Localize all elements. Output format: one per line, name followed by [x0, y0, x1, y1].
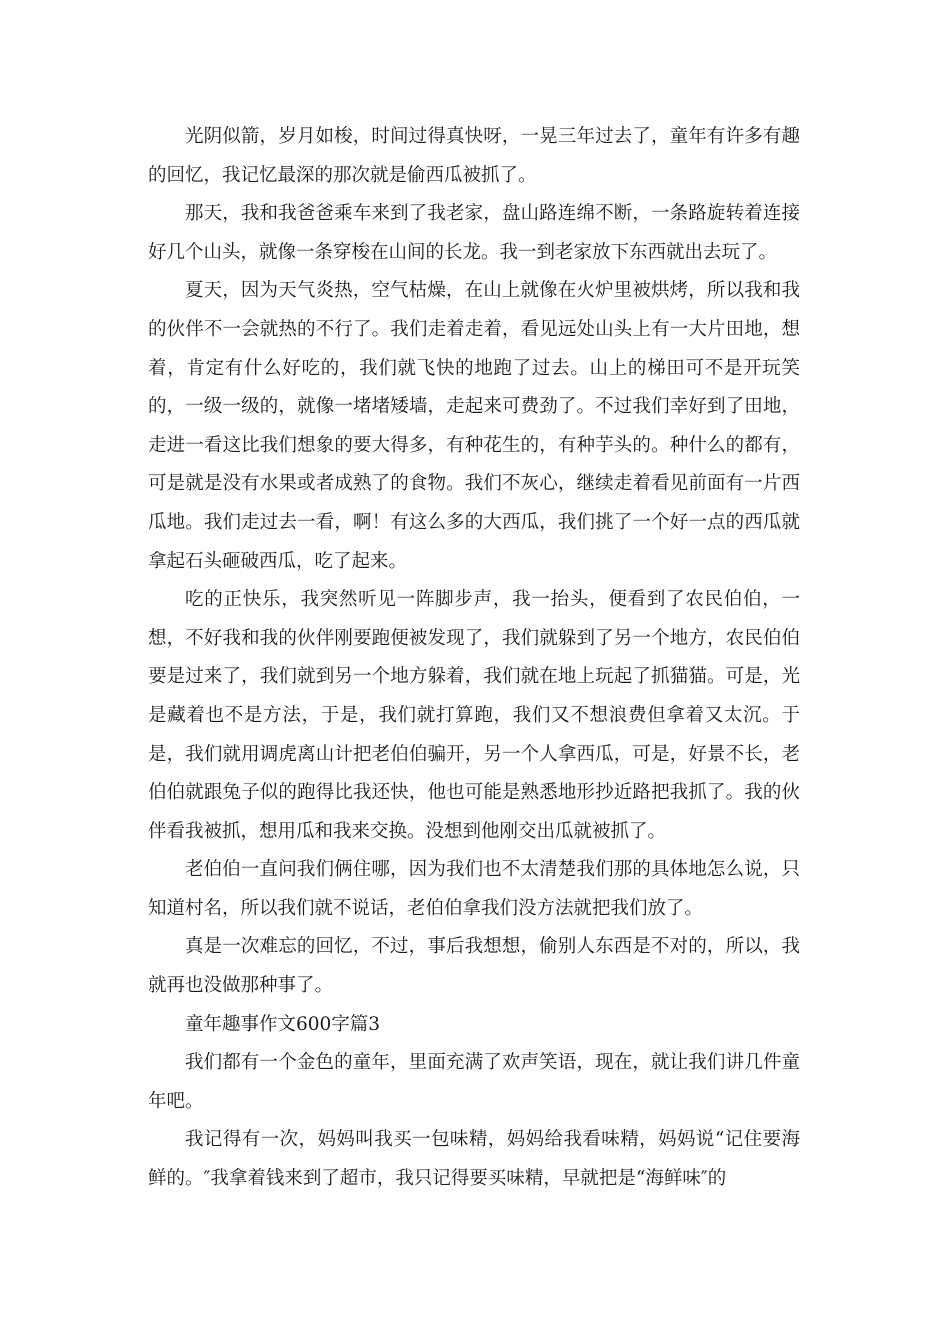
paragraph-4: 吃的正快乐，我突然听见一阵脚步声，我一抬头，便看到了农民伯伯，一想，不好我和我的伙伴刚要跑便被发现了，我们就躲到了另一个地方，农民伯伯要是过来了，我们就到另一个地方躲着，我们就在地上玩起了抓猫猫。可是，光是藏着也不是方法，于是，我们就打算跑，我们又不想浪费但拿着又太沉。于是，我们就用调虎离山计把老伯伯骗开，另一个人拿西瓜，可是，好景不长，老伯伯就跟兔子似的跑得比我还快，他也可能是熟悉地形抄近路把我抓了。我的伙伴看我被抓，想用瓜和我来交换。没想到他刚交出瓜就被抓了。: [148, 589, 800, 842]
paragraph-3: 夏天，因为天气炎热，空气枯燥，在山上就像在火炉里被烘烤，所以我和我的伙伴不一会就热的不行了。我们走着走着，看见远处山头上有一大片田地，想着，肯定有什么好吃的，我们就飞快的地跑了过去。山上的梯田可不是开玩笑的，一级一级的，就像一堵堵矮墙，走起来可费劲了。不过我们幸好到了田地，走进一看这比我们想象的要大得多，有种花生的，有种芋头的。种什么的都有，可是就是没有水果或者成熟了的食物。我们不灰心，继续走着看见前面有一片西瓜地。我们走过去一看，啊！有这么多的大西瓜，我们挑了一个好一点的西瓜就拿起石头砸破西瓜，吃了起来。: [148, 280, 800, 572]
document-body: [148, 118, 800, 1199]
paragraph-2: 那天，我和我爸爸乘车来到了我老家，盘山路连绵不断，一条路旋转着连接好几个山头，就像一条穿梭在山间的长龙。我一到老家放下东西就出去玩了。: [148, 203, 800, 263]
paragraph-7: 我们都有一个金色的童年，里面充满了欢声笑语，现在，就让我们讲几件童年吧。: [148, 1052, 800, 1112]
paragraph-6: 真是一次难忘的回忆，不过，事后我想想，偷别人东西是不对的，所以，我就再也没做那种事了。: [148, 936, 800, 997]
paragraph-5: 老伯伯一直问我们俩住哪，因为我们也不太清楚我们那的具体地怎么说，只知道村名，所以我们就不说话，老伯伯拿我们没方法就把我们放了。: [148, 859, 800, 919]
paragraph-8: 我记得有一次，妈妈叫我买一包味精，妈妈给我看味精，妈妈说“记住要海鲜的。″我拿着钱来到了超市，我只记得要买味精，早就把是“海鲜味″的: [148, 1129, 800, 1190]
paragraph-1: 光阴似箭，岁月如梭，时间过得真快呀，一晃三年过去了，童年有许多有趣的回忆，我记忆最深的那次就是偷西瓜被抓了。: [148, 126, 800, 186]
section-heading: 童年趣事作文600字篇3: [185, 1013, 381, 1035]
